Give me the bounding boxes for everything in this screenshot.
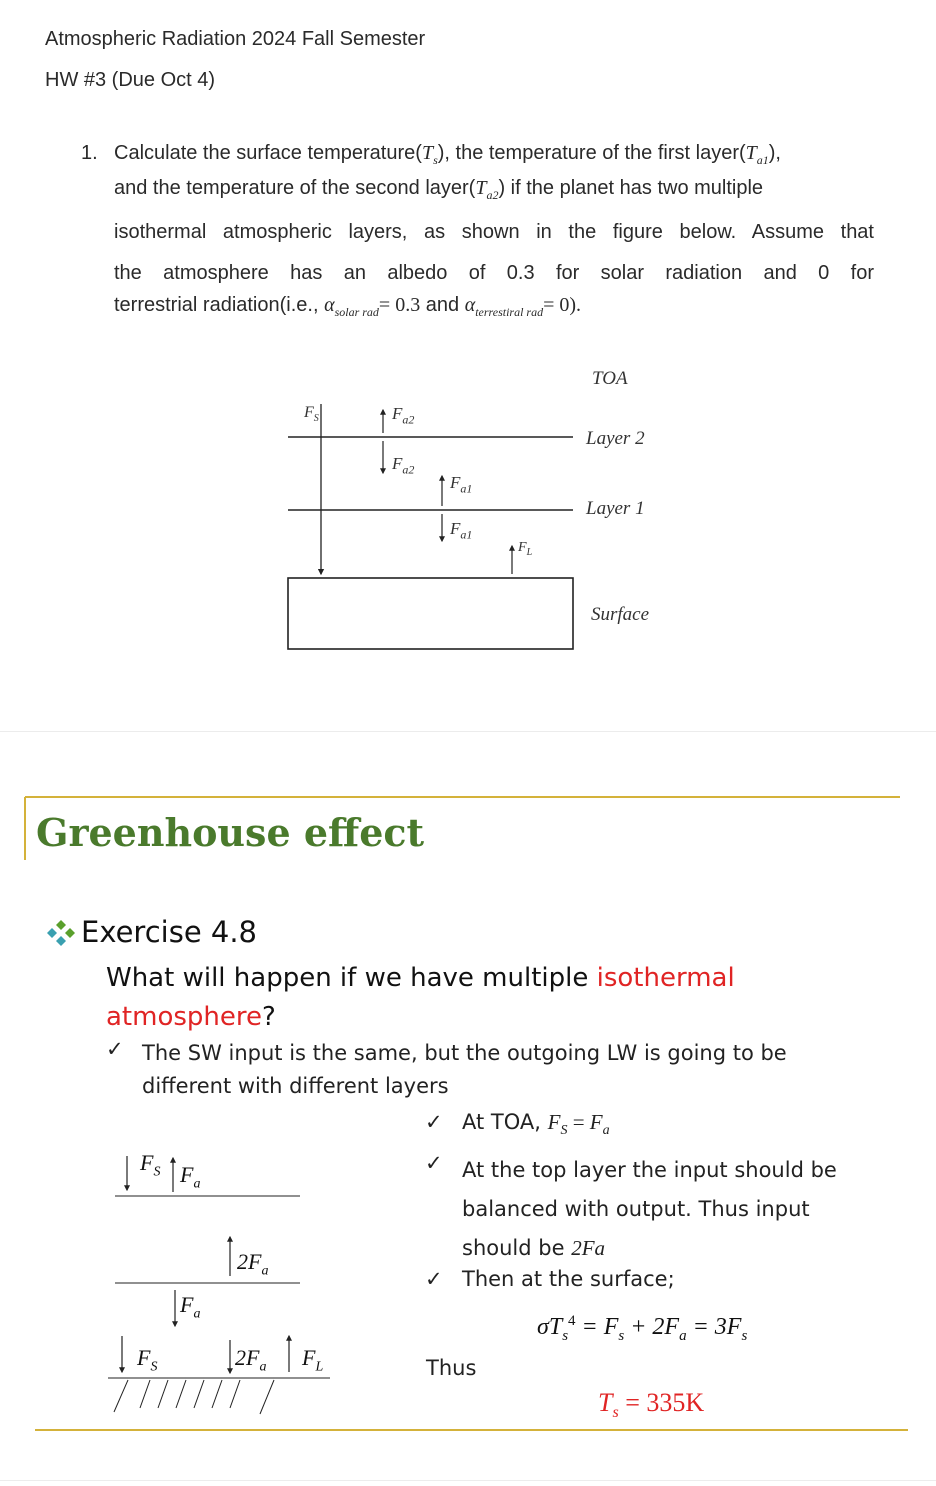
- check-icon-2: ✓: [425, 1110, 443, 1134]
- slide-fs-bot-label: $F_S$: [137, 1345, 158, 1375]
- layer-diagram: [0, 0, 936, 700]
- exercise-label: Exercise 4.8: [81, 915, 258, 949]
- check-icon-4: ✓: [425, 1267, 443, 1291]
- bottom-divider: [0, 1480, 936, 1481]
- fl-label: $F_L$: [518, 540, 533, 558]
- problem-line-5: terrestrial radiation(i.e., $\alpha_{solar rad}= 0.3$ and $\alpha_{terrestiral rad}= 0$).: [114, 294, 582, 319]
- surface-box: [288, 578, 573, 649]
- course-title: Atmospheric Radiation 2024 Fall Semester: [45, 28, 426, 50]
- fs-label: $F_S$: [304, 404, 319, 425]
- surface-label: Surface: [591, 604, 650, 625]
- diamond-bullet-icon: [44, 919, 78, 947]
- slide-fa-mid-label: $F_a$: [180, 1292, 201, 1322]
- fa1-down-label: $F_{a1}$: [450, 519, 473, 542]
- fa2-up-label: $F_{a2}$: [392, 404, 415, 427]
- check-icon-3: ✓: [425, 1151, 443, 1175]
- fa1-up-label: $F_{a1}$: [450, 473, 473, 496]
- slide-fs-top-label: $F_S$: [140, 1150, 161, 1180]
- fa2-down-label: $F_{a2}$: [392, 454, 415, 477]
- slide-layer-diagram: [0, 1140, 420, 1420]
- section-divider: [0, 731, 936, 732]
- problem-line-3: isothermal atmospheric layers, as shown in the figure below. Assume that: [114, 221, 874, 243]
- homework-title: HW #3 (Due Oct 4): [45, 69, 216, 91]
- check-icon-1: ✓: [106, 1037, 124, 1061]
- slide-title: Greenhouse effect: [36, 810, 425, 855]
- slide-2fa-down-label: $2F_a$: [235, 1345, 267, 1375]
- surface-equation: $\sigma T_s^4 = F_s + 2F_a = 3F_s$: [537, 1313, 748, 1344]
- slide-fa-top-label: $F_a$: [180, 1162, 201, 1192]
- thus-label: Thus: [426, 1356, 477, 1380]
- layer-2-label: Layer 2: [586, 428, 645, 449]
- slide-2fa-up-label: $2F_a$: [237, 1249, 269, 1279]
- top-layer-check: At the top layer the input should be balanced with output. Thus input should be 2Fa: [462, 1158, 837, 1260]
- sw-text: The SW input is the same, but the outgoing LW is going to be different with different layers: [142, 1041, 787, 1098]
- surface-check: Then at the surface;: [462, 1267, 675, 1291]
- problem-line-1: Calculate the surface $temperature(T_s)$, the temperature of the first $layer(T_{a1})$,: [114, 142, 781, 167]
- toa-label: TOA: [592, 368, 628, 389]
- layer-1-label: Layer 1: [586, 498, 645, 519]
- exercise-question: What will happen if we have multiple isothermal atmosphere?: [106, 963, 735, 1032]
- problem-number: 1.: [81, 142, 98, 164]
- slide-bottom-rule: [35, 1429, 908, 1431]
- toa-check: At TOA, $F_S = F_a$: [462, 1110, 610, 1139]
- problem-line-4: the atmosphere has an albedo of 0.3 for solar radiation and 0 for: [114, 262, 874, 284]
- result-temperature: $T_s = 335K$: [598, 1388, 705, 1422]
- slide-fl-label: $F_L$: [302, 1345, 324, 1375]
- problem-line-2: and the temperature of the second $layer(T_{a2})$ if the planet has two multiple: [114, 177, 764, 202]
